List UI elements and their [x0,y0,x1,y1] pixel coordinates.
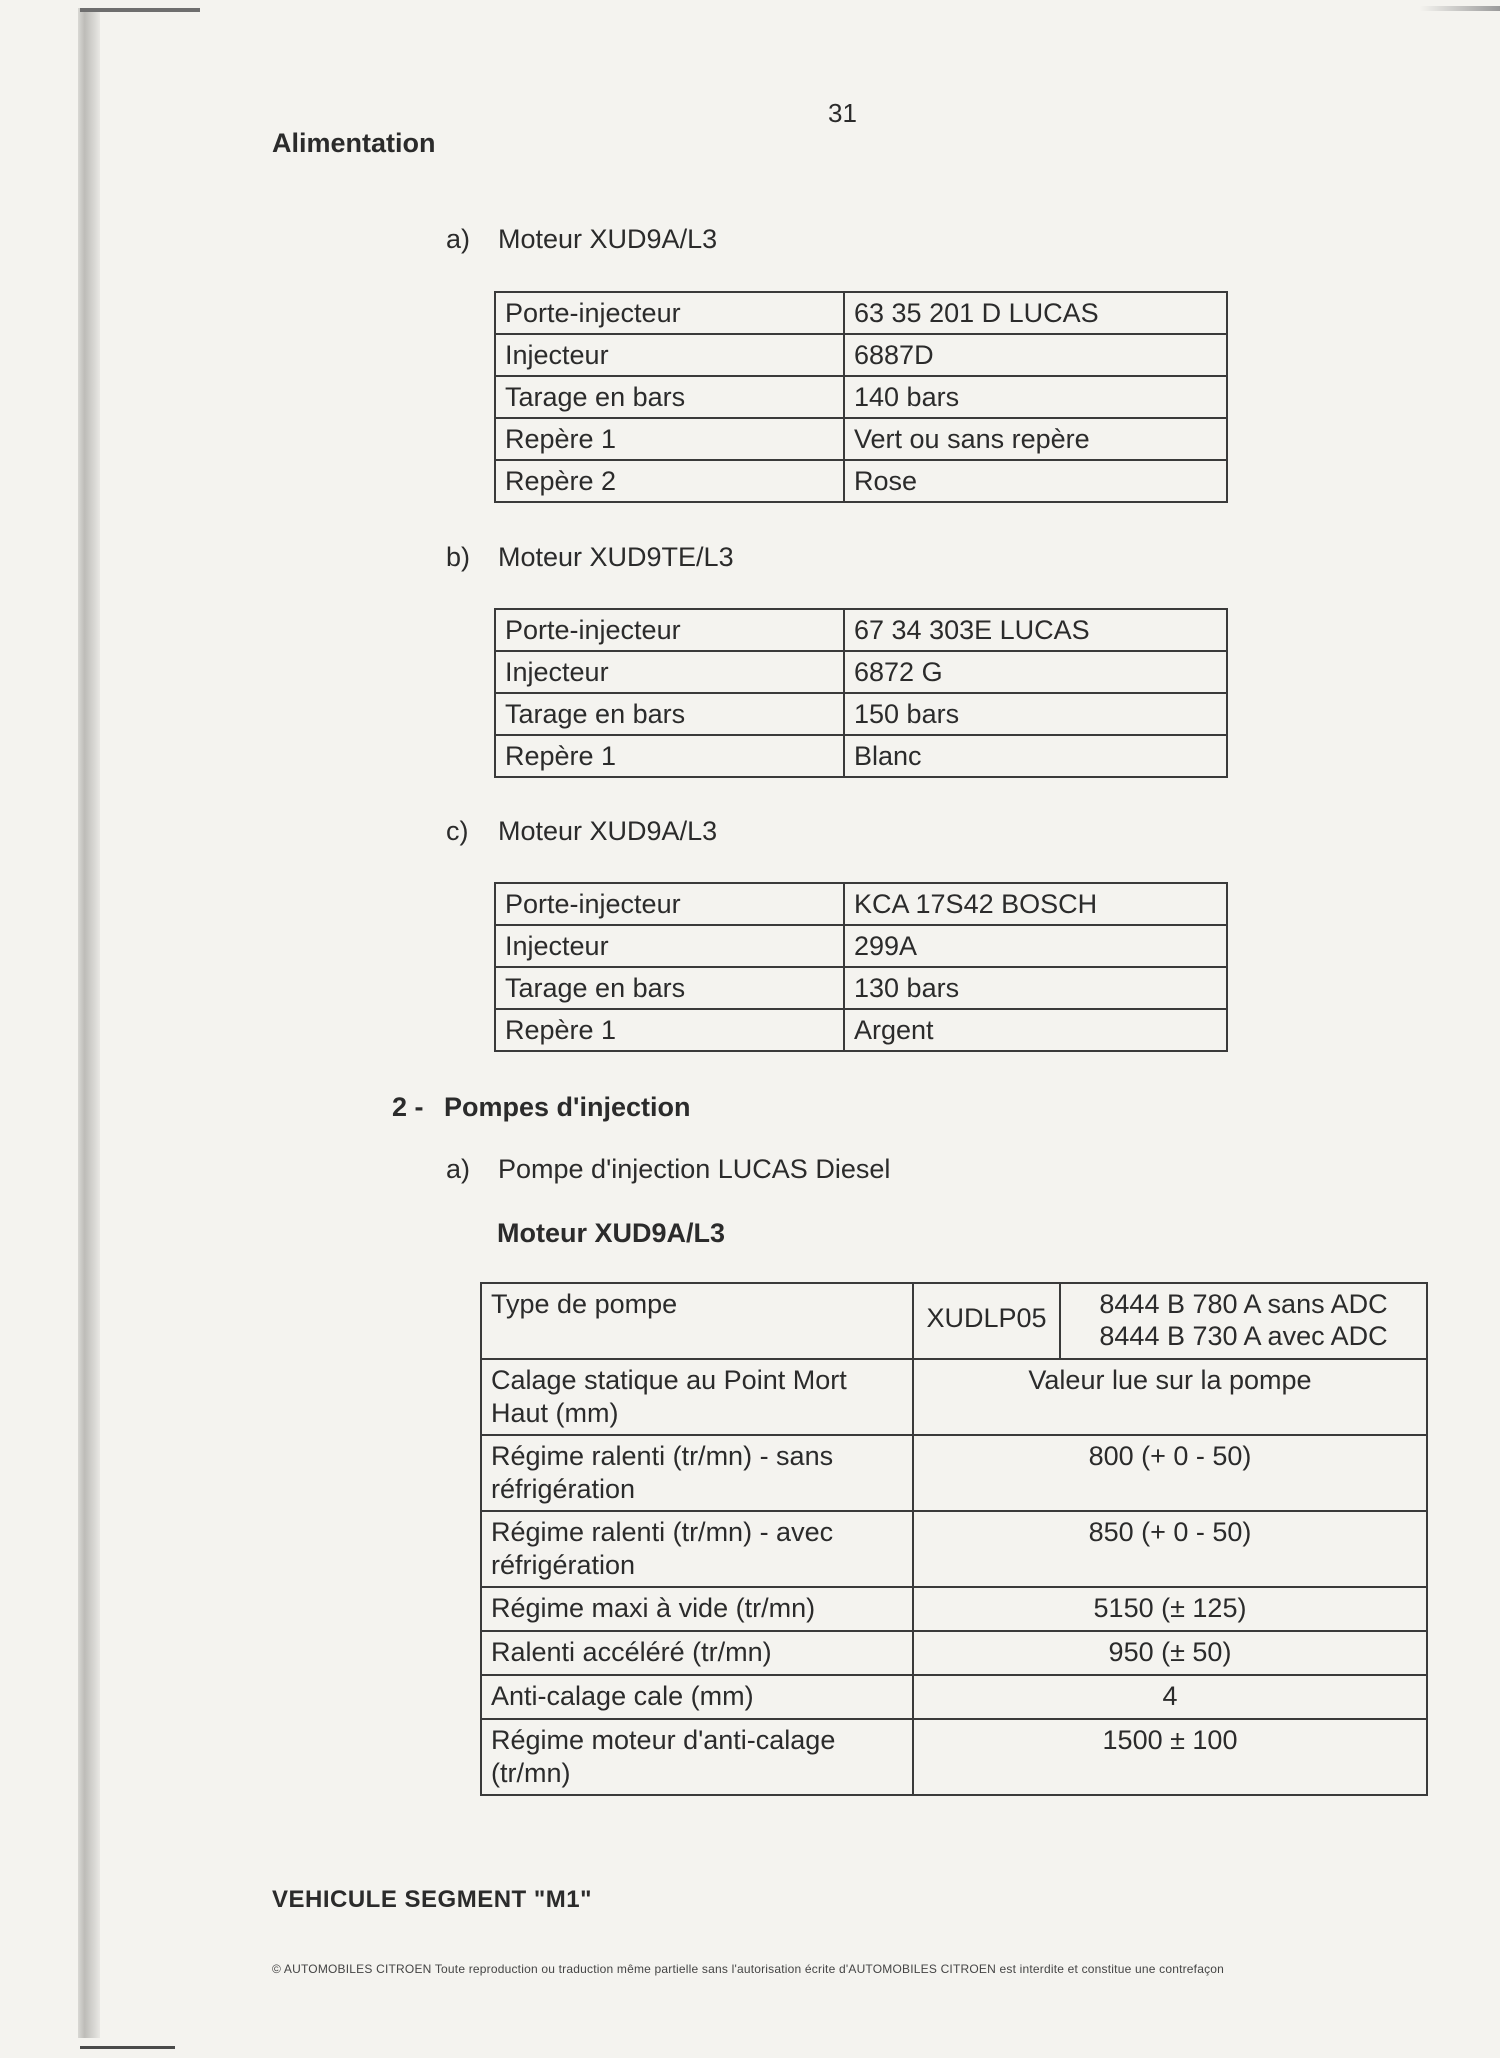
row-value: Rose [844,460,1227,502]
table-row [495,735,1227,777]
scan-edge-mark [1420,6,1500,11]
row-value: 140 bars [844,376,1227,418]
table-row [495,693,1227,735]
engine-letter: c) [446,816,469,846]
row-label: Régime ralenti (tr/mn) - avec réfrigération [481,1511,913,1587]
row-value: 4 [913,1675,1427,1719]
row-label: Tarage en bars [495,376,844,418]
copyright-notice: © AUTOMOBILES CITROEN Toute reproduction ou traduction même partielle sans l'autorisation écrite d'AUTOMOBILES CITROEN est interdite et constitue une contrefaçon [272,1962,1225,1976]
row-value: 6872 G [844,651,1227,693]
table-row [481,1631,1427,1675]
row-value: KCA 17S42 BOSCH [844,883,1227,925]
row-label: Repère 1 [495,735,844,777]
table-row [495,967,1227,1009]
table-row [495,460,1227,502]
pump-engine-title: Moteur XUD9A/L3 [497,1218,726,1248]
row-label: Calage statique au Point Mort Haut (mm) [481,1359,913,1435]
row-value: 6887D [844,334,1227,376]
row-value: 67 34 303E LUCAS [844,609,1227,651]
row-label: Injecteur [495,925,844,967]
engine-title: Moteur XUD9TE/L3 [498,542,734,572]
section-heading-title: Pompes d'injection [444,1092,691,1122]
row-label: Régime maxi à vide (tr/mn) [481,1587,913,1631]
table-row [495,292,1227,334]
row-value: 5150 (± 125) [913,1587,1427,1631]
table-row [495,651,1227,693]
row-value: Argent [844,1009,1227,1051]
pump-code-cell [913,1283,1060,1359]
section-title: Alimentation [272,128,436,158]
row-label: Porte-injecteur [495,883,844,925]
table-row [495,376,1227,418]
row-value: 299A [844,925,1227,967]
row-value: 950 (± 50) [913,1631,1427,1675]
engine-title: Moteur XUD9A/L3 [498,816,718,846]
row-value: 1500 ± 100 [913,1719,1427,1795]
engine-heading-c [446,816,717,847]
scan-edge-mark [80,2046,175,2049]
row-label: Porte-injecteur [495,609,844,651]
row-label: Type de pompe [481,1283,913,1359]
row-label: Repère 1 [495,418,844,460]
table-row [481,1359,1427,1435]
footer-segment: VEHICULE SEGMENT "M1" [272,1886,592,1913]
row-label: Repère 2 [495,460,844,502]
pump-code: XUDLP05 [926,1303,1047,1333]
table-row [481,1719,1427,1795]
pump-subheading [446,1154,890,1185]
table-row [495,1009,1227,1051]
scan-edge-mark [80,8,200,12]
row-label: Anti-calage cale (mm) [481,1675,913,1719]
engine-heading-a [446,224,717,255]
pump-letter: a) [446,1154,471,1184]
section-number: 2 - [392,1092,424,1122]
injector-table-a [494,291,1228,503]
row-value: 850 (+ 0 - 50) [913,1511,1427,1587]
pump-ref: 8444 B 780 A sans ADC [1099,1289,1388,1319]
table-row [495,334,1227,376]
table-row [481,1511,1427,1587]
row-value: 150 bars [844,693,1227,735]
row-value: 130 bars [844,967,1227,1009]
row-label: Injecteur [495,334,844,376]
table-row [495,925,1227,967]
engine-title: Moteur XUD9A/L3 [498,224,718,254]
row-label: Ralenti accéléré (tr/mn) [481,1631,913,1675]
injector-table-b [494,608,1228,778]
row-value: Vert ou sans repère [844,418,1227,460]
pump-ref: 8444 B 730 A avec ADC [1099,1321,1388,1351]
row-label: Régime moteur d'anti-calage (tr/mn) [481,1719,913,1795]
engine-letter: b) [446,542,471,572]
row-value: 63 35 201 D LUCAS [844,292,1227,334]
pump-spec-table [480,1282,1428,1796]
row-label: Tarage en bars [495,967,844,1009]
table-row [481,1587,1427,1631]
row-label: Repère 1 [495,1009,844,1051]
table-row [481,1675,1427,1719]
row-label: Régime ralenti (tr/mn) - sans réfrigération [481,1435,913,1511]
row-label: Porte-injecteur [495,292,844,334]
engine-letter: a) [446,224,471,254]
pump-subtitle: Pompe d'injection LUCAS Diesel [498,1154,891,1184]
injector-table-c [494,882,1228,1052]
row-label: Injecteur [495,651,844,693]
table-row [495,418,1227,460]
pumps-section-heading [392,1092,690,1123]
binding-shadow [78,8,100,2038]
page-number: 31 [828,98,857,128]
engine-heading-b [446,542,734,573]
table-row [481,1435,1427,1511]
table-row [481,1283,1427,1359]
row-label: Tarage en bars [495,693,844,735]
table-row [495,609,1227,651]
row-value: Blanc [844,735,1227,777]
pump-refs-cell [1060,1283,1427,1359]
row-value: 800 (+ 0 - 50) [913,1435,1427,1511]
table-row [495,883,1227,925]
row-value: Valeur lue sur la pompe [913,1359,1427,1435]
